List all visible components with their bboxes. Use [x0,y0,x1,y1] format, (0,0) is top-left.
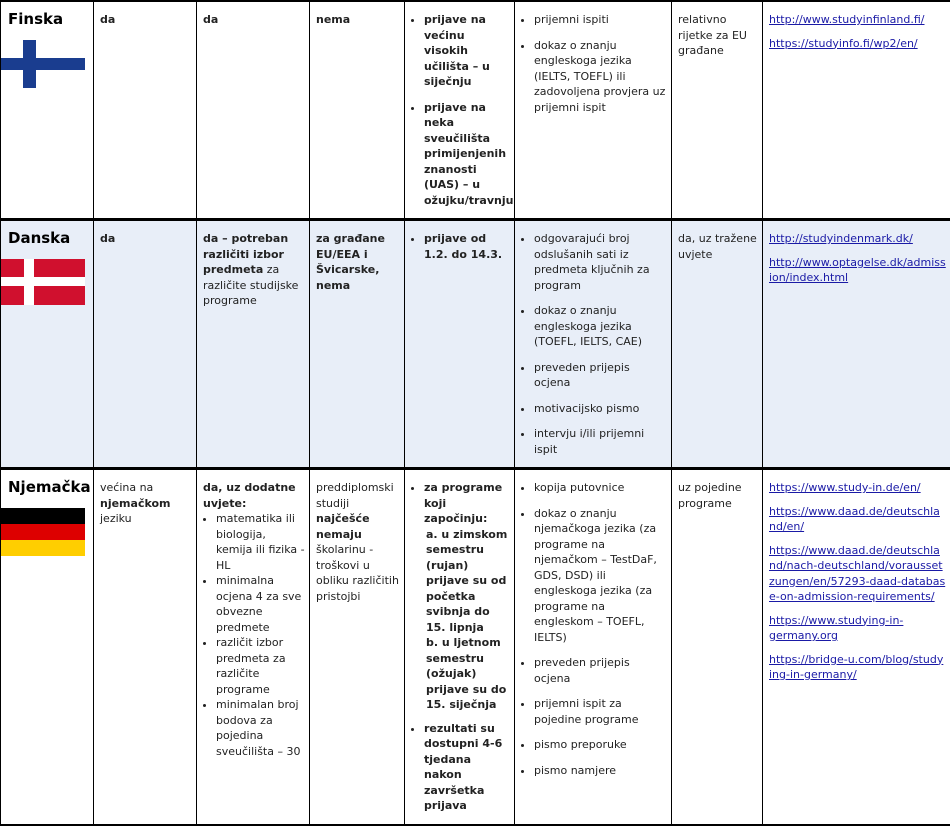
cell-text: uz pojedine programe [672,470,762,511]
list-item: za programe koji započinju: [424,481,502,525]
denmark-flag-icon [1,259,85,305]
country-name: Njemačka [1,470,93,496]
list-item: • dokaz o znanju engleskoga jezika (IELTS, TOEFL) ili zadovoljena provjera uz prijemni ispit [534,38,667,116]
list-item: • pismo namjere [534,763,667,779]
list-item: • prijave od 1.2. do 14.3. [424,231,510,262]
list-item: • intervju i/ili prijemni ispit [534,426,667,457]
link[interactable]: http://studyindenmark.dk/ [769,231,946,247]
cell-text: da, uz tražene uvjete [672,221,762,262]
list-item: • pismo preporuke [534,737,667,753]
link[interactable]: https://www.studying-in-germany.org [769,613,946,644]
list-item: • preveden prijepis ocjena [534,655,667,686]
country-name: Danska [1,221,93,247]
list-item: • preveden prijepis ocjena [534,360,667,391]
link[interactable]: http://www.studyinfinland.fi/ [769,12,946,28]
cell-text: preddiplomski studiji [316,481,394,510]
cell-text: školarinu - troškovi u obliku različitih pristojbi [316,543,399,603]
list-item: • dokaz o znanju engleskoga jezika (TOEFL, IELTS, CAE) [534,303,667,350]
cell-text: da [94,2,196,28]
germany-flag-icon [1,508,85,556]
table-row [1,1,950,220]
cell-text: većina na [100,481,153,494]
list-item: • odgovarajući broj odslušanih sati iz predmeta ključnih za program [534,231,667,293]
link[interactable]: https://studyinfo.fi/wp2/en/ [769,36,946,52]
list-item: • matematika ili biologija, kemija ili fizika - HL [216,511,305,573]
list-item: • minimalan broj bodova za pojedina sveučilišta – 30 [216,697,305,759]
cell-text-bold: da – potreban različiti izbor predmeta [203,232,288,276]
cell-text-bold: da, uz dodatne uvjete: [203,480,305,511]
list-item: • prijave na većinu visokih učilišta – u siječnju [424,12,510,90]
sub-item: b. u ljetnom semestru (ožujak) prijave su do 15. siječnja [424,635,510,713]
cell-text: nema [310,2,404,28]
finland-flag-icon [1,40,85,88]
cell-text: da [197,2,309,28]
link[interactable]: https://bridge-u.com/blog/studying-in-germany/ [769,652,946,683]
cell-text: relativno rijetke za EU građane [672,2,762,59]
list-item: • dokaz o znanju njemačkoga jezika (za programe na njemačkom – TestDaF, GDS, DSD) ili engleskoga jezika (za programe na engleskom – TOEFL, IELTS) [534,506,667,646]
link[interactable]: http://www.optagelse.dk/admission/index.html [769,255,946,286]
list-item: • rezultati su dostupni 4-6 tjedana nakon završetka prijava [424,721,510,814]
table-row [1,220,950,469]
cell-text-bold: njemačkom [100,497,171,510]
list-item: • različit izbor predmeta za različite programe [216,635,305,697]
list-item: • prijemni ispiti [534,12,667,28]
list-item: • prijave na neka sveučilišta primijenjenih znanosti (UAS) – u ožujku/travnju [424,100,510,209]
list-item: • prijemni ispit za pojedine programe [534,696,667,727]
cell-text: da [94,221,196,247]
link[interactable]: https://www.study-in.de/en/ [769,480,946,496]
table-row [1,469,950,825]
cell-text-bold: najčešće nemaju [316,512,370,541]
sub-item: a. u zimskom semestru (rujan) prijave su od početka svibnja do 15. lipnja [424,527,510,636]
list-item: • kopija putovnice [534,480,667,496]
cell-text: za građane EU/EEA i Švicarske, nema [310,221,404,293]
cell-text: za različite studijske programe [203,263,298,307]
list-item: • motivacijsko pismo [534,401,667,417]
link[interactable]: https://www.daad.de/deutschland/en/ [769,504,946,535]
cell-text: jeziku [100,512,132,525]
country-name: Finska [1,2,93,28]
list-item: • minimalna ocjena 4 za sve obvezne predmete [216,573,305,635]
link[interactable]: https://www.daad.de/deutschland/nach-deutschland/voraussetzungen/en/57293-daad-database-on-admission-requirements/ [769,543,946,605]
